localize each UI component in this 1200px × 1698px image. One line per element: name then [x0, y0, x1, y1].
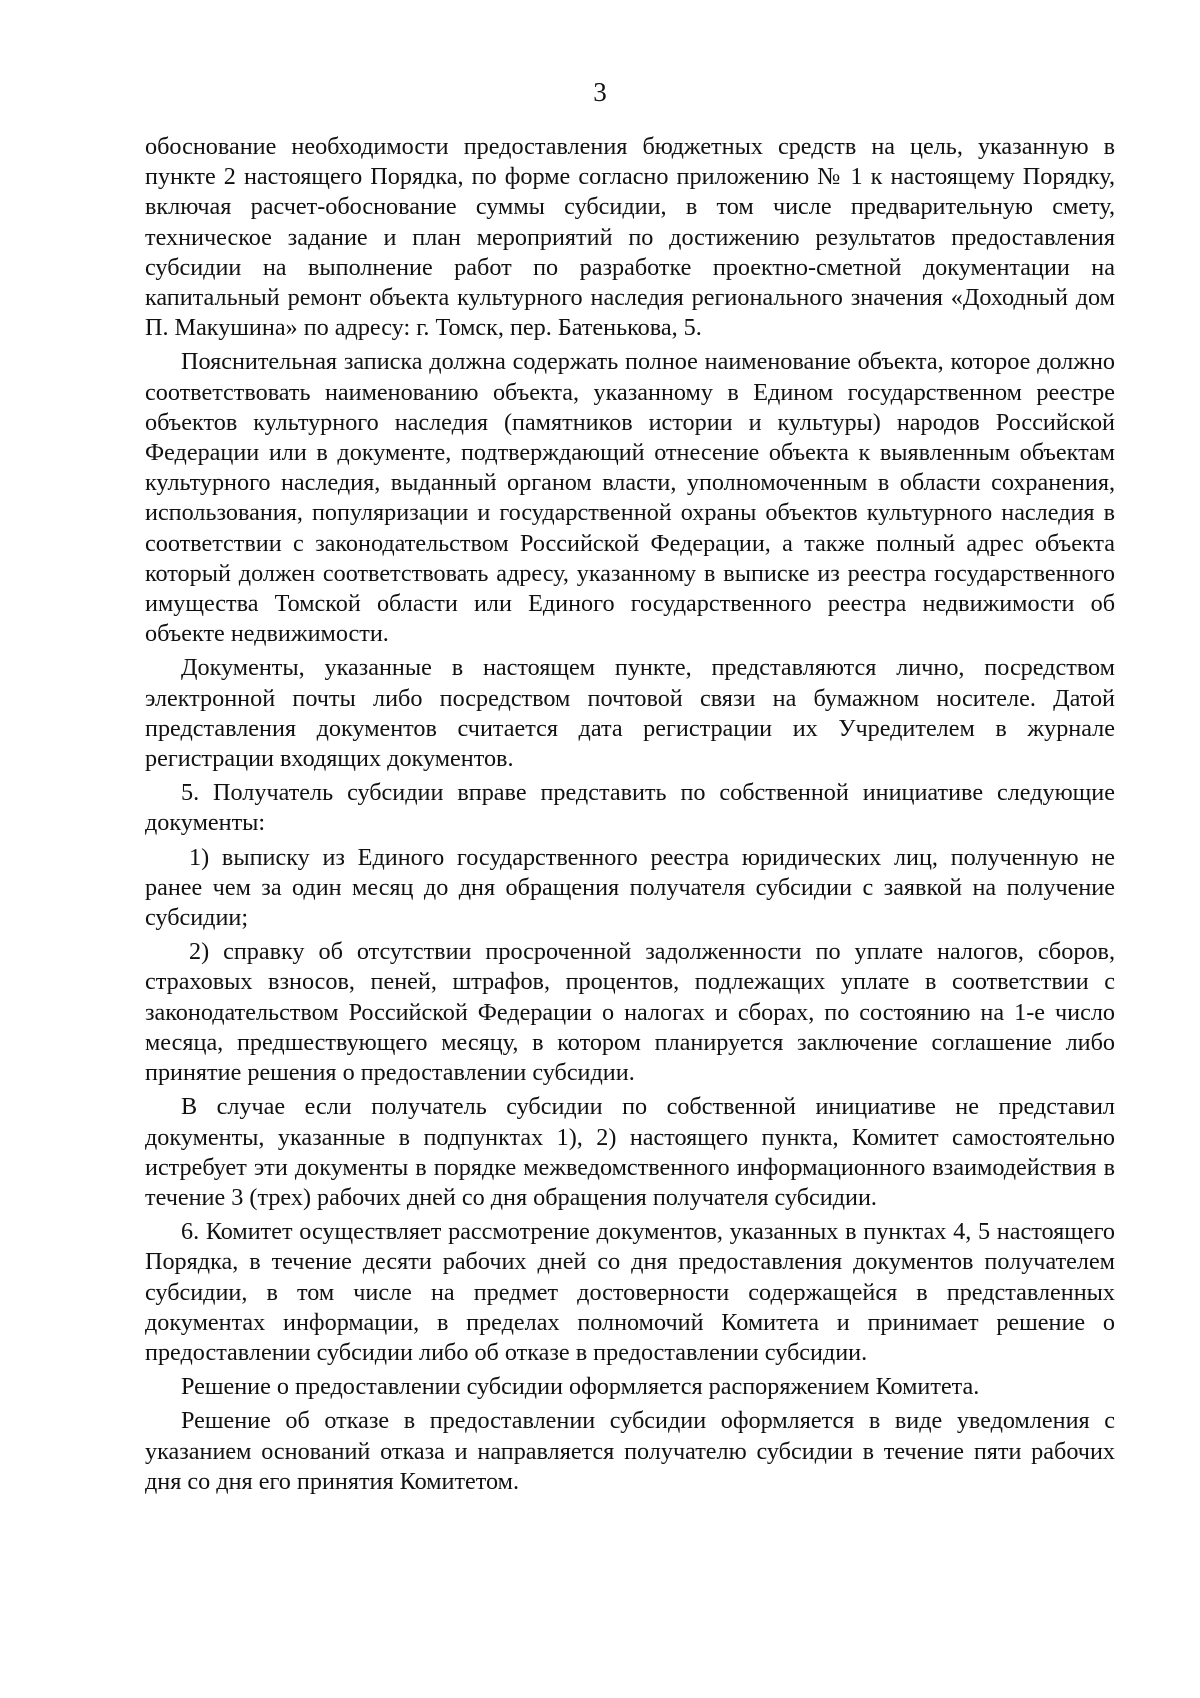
document-body [145, 132, 1115, 1501]
paragraph-interagency-request: В случае если получатель субсидии по собственной инициативе не представил документы, указанные в подпунктах 1), 2) настоящего пункта, Комитет самостоятельно истребует эти документы в порядке межведомственного информационного взаимодействия в течение 3 (трех) рабочих дней со дня обращения получателя субсидии. [145, 1093, 1115, 1211]
paragraph-item-6: 6. Комитет осуществляет рассмотрение документов, указанных в пунктах 4, 5 настоящего Порядка, в течение десяти рабочих дней со дня предоставления документов получателем субсидии, в том числе на предмет достоверности содержащейся в представленных документах информации, в пределах полномочий Комитета и принимает решение о предоставлении субсидии либо об отказе в предоставлении субсидии. [145, 1218, 1115, 1366]
paragraph-grant-decision: Решение о предоставлении субсидии оформляется распоряжением Комитета. [181, 1373, 980, 1401]
paragraph-documents-submission: Документы, указанные в настоящем пункте, представляются лично, посредством электронной почты либо посредством почтовой связи на бумажном носителе. Датой представления документов считается дата регистрации их Учредителем в журнале регистрации входящих документов. [145, 654, 1115, 773]
paragraph-item-5: 5. Получатель субсидии вправе представить по собственной инициативе следующие документы: [145, 779, 1115, 837]
paragraph-refusal-decision: Решение об отказе в предоставлении субсидии оформляется в виде уведомления с указанием оснований отказа и направляется получателю субсидии в течение пяти рабочих дня со дня его принятия Комитетом. [145, 1407, 1115, 1495]
paragraph-subitem-2: 2) справку об отсутствии просроченной задолженности по уплате налогов, сборов, страховых взносов, пеней, штрафов, процентов, подлежащих уплате в соответствии с законодательством Российской Федерации о налогах и сборах, по состоянию на 1-е число месяца, предшествующего месяцу, в котором планируется заключение соглашение либо принятие решения о предоставлении субсидии. [145, 938, 1115, 1087]
paragraph-continuation: обоснование необходимости предоставления бюджетных средств на цель, указанную в пункте 2 настоящего Порядка, по форме согласно приложению № 1 к настоящему Порядку, включая расчет-обоснование суммы субсидии, в том числе предварительную смету, техническое задание и план мероприятий по достижению результатов предоставления субсидии на выполнение работ по разработке проектно-сметной документации на капитальный ремонт объекта культурного наследия регионального значения «Доходный дом П. Макушина» по адресу: г. Томск, пер. Батенькова, 5. [145, 133, 1115, 342]
paragraph-explanatory-note: Пояснительная записка должна содержать полное наименование объекта, которое должно соответствовать наименованию объекта, указанному в Едином государственном реестре объектов культурного наследия (памятников истории и культуры) народов Российской Федерации или в документе, подтверждающий отнесение объекта к выявленным объектам культурного наследия, выданный органом власти, уполномоченным в области сохранения, использования, популяризации и государственной охраны объектов культурного наследия в соответствии с законодательством Российской Федерации, а также полный адрес объекта который должен соответствовать адресу, указанному в выписке из реестра государственного имущества Томской области или Единого государственного реестра недвижимости об объекте недвижимости. [145, 348, 1115, 648]
paragraph-subitem-1: 1) выписку из Единого государственного реестра юридических лиц, полученную не ранее чем за один месяц до дня обращения получателя субсидии с заявкой на получение субсидии; [145, 843, 1115, 932]
page-number: 3 [593, 77, 607, 107]
